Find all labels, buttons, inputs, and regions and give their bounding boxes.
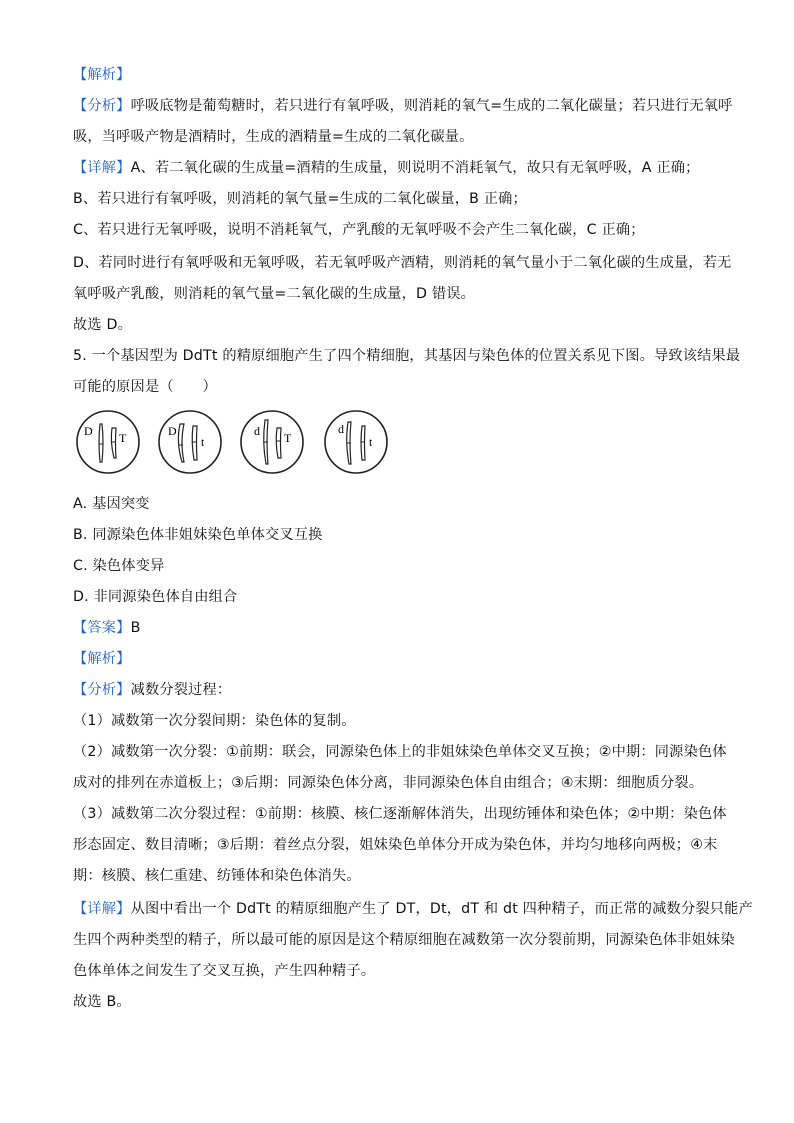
line-text: A、若二氧化碳的生成量=酒精的生成量，则说明不消耗氧气，故只有无氧呼吸，A 正确；: [130, 160, 700, 176]
tag-label: 【分析】: [73, 682, 131, 698]
line-text: 可能的原因是（ ）: [73, 379, 217, 395]
cell-3: [241, 411, 303, 473]
detail-line: [73, 961, 375, 981]
section-analysis-heading: [73, 649, 131, 669]
line-text: 形态固定、数目清晰；③后期：着丝点分裂，姐妹染色单体分开成为染色体，并均匀地移向两极；④末: [73, 837, 718, 853]
line-text: 减数分裂过程：: [130, 682, 232, 698]
line-text: 氧呼吸产乳酸，则消耗的氧气量=二氧化碳的生成量，D 错误。: [73, 286, 475, 302]
line-text: B. 同源染色体非姐妹染色单体交叉互换: [73, 527, 323, 543]
analysis-line: [73, 835, 718, 855]
conclusion-line: [73, 992, 131, 1012]
line-text: （3）减数第二次分裂过程：①前期：核膜、核仁逐渐解体消失，出现纺锤体和染色体；②中期：染色体: [73, 806, 727, 822]
analysis-line: [73, 711, 356, 731]
gene-label: D: [84, 424, 93, 438]
analysis-line: [73, 680, 231, 700]
conclusion-line: [73, 315, 132, 335]
line-text: D. 非同源染色体自由组合: [73, 589, 238, 605]
chromosome-figure: [72, 404, 402, 480]
option-b: [73, 525, 323, 545]
gene-label: d: [338, 422, 344, 436]
line-text: 呼吸底物是葡萄糖时，若只进行有氧呼吸，则消耗的氧气=生成的二氧化碳量；若只进行无氧呼: [130, 98, 733, 114]
cell-4: [325, 411, 387, 473]
line-text: 故选 B。: [73, 994, 131, 1010]
tag-label: 【解析】: [73, 651, 131, 667]
analysis-line: [73, 742, 727, 762]
line-text: 色体单体之间发生了交叉互换，产生四种精子。: [73, 963, 376, 979]
line-text: B: [130, 620, 141, 636]
line-text: 从图中看出一个 DdTt 的精原细胞产生了 DT，Dt，dT 和 dt 四种精子，而正常的减数分裂只能产: [130, 901, 753, 917]
line-text: C. 染色体变异: [73, 558, 165, 574]
option-c: [73, 556, 164, 576]
gene-label: T: [119, 431, 127, 445]
line-text: A. 基因突变: [73, 496, 150, 512]
line-text: 生四个两种类型的精子，所以最可能的原因是这个精原细胞在减数第一次分裂前期，同源染色体非姐妹染: [73, 932, 735, 948]
cell-2: [159, 411, 221, 473]
question-stem: [73, 346, 740, 366]
line-text: C、若只进行无氧呼吸，说明不消耗氧气，产乳酸的无氧呼吸不会产生二氧化碳，C 正确；: [73, 222, 645, 238]
tag-label: 【答案】: [73, 620, 131, 636]
gene-label: d: [254, 424, 260, 438]
analysis-line: [73, 866, 361, 886]
detail-line: [73, 899, 753, 919]
question-stem: [73, 377, 217, 397]
line-text: （1）减数第一次分裂间期：染色体的复制。: [73, 713, 356, 729]
line-text: 期：核膜、核仁重建、纺锤体和染色体消失。: [73, 868, 361, 884]
line-text: 故选 D。: [73, 317, 132, 333]
analysis-line: [73, 804, 727, 824]
detail-line: [73, 189, 527, 209]
line-text: 成对的排列在赤道板上；③后期：同源染色体分离，非同源染色体自由组合；④末期：细胞质分裂。: [73, 775, 704, 791]
gene-label: T: [284, 431, 292, 445]
analysis-line: [73, 96, 733, 116]
line-text: （2）减数第一次分裂：①前期：联会，同源染色体上的非姐妹染色单体交叉互换；②中期：同源染色体: [73, 744, 727, 760]
line-text: 5. 一个基因型为 DdTt 的精原细胞产生了四个精细胞，其基因与染色体的位置关系见下图。导致该结果最: [73, 348, 741, 364]
gene-label: t: [369, 435, 373, 449]
analysis-line: [73, 773, 703, 793]
analysis-line: [73, 127, 474, 147]
line-text: 吸，当呼吸产物是酒精时，生成的酒精量=生成的二氧化碳量。: [73, 129, 474, 145]
tag-label: 【解析】: [73, 67, 131, 83]
tag-label: 【分析】: [73, 98, 131, 114]
detail-line: [73, 284, 475, 304]
tag-label: 【详解】: [73, 160, 131, 176]
detail-line: [73, 220, 645, 240]
detail-line: [73, 930, 735, 950]
answer-line: [73, 618, 141, 638]
option-d: [73, 587, 237, 607]
line-text: D、若同时进行有氧呼吸和无氧呼吸，若无氧呼吸产酒精，则消耗的氧气量小于二氧化碳的生成量，若无: [73, 255, 732, 271]
section-analysis-heading: [73, 65, 131, 85]
detail-line: [73, 158, 700, 178]
detail-line: [73, 253, 732, 273]
cell-1: [77, 411, 139, 473]
option-a: [73, 494, 150, 514]
tag-label: 【详解】: [73, 901, 131, 917]
line-text: B、若只进行有氧呼吸，则消耗的氧气量=生成的二氧化碳量，B 正确；: [73, 191, 527, 207]
gene-label: t: [201, 435, 205, 449]
gene-label: D: [168, 424, 177, 438]
